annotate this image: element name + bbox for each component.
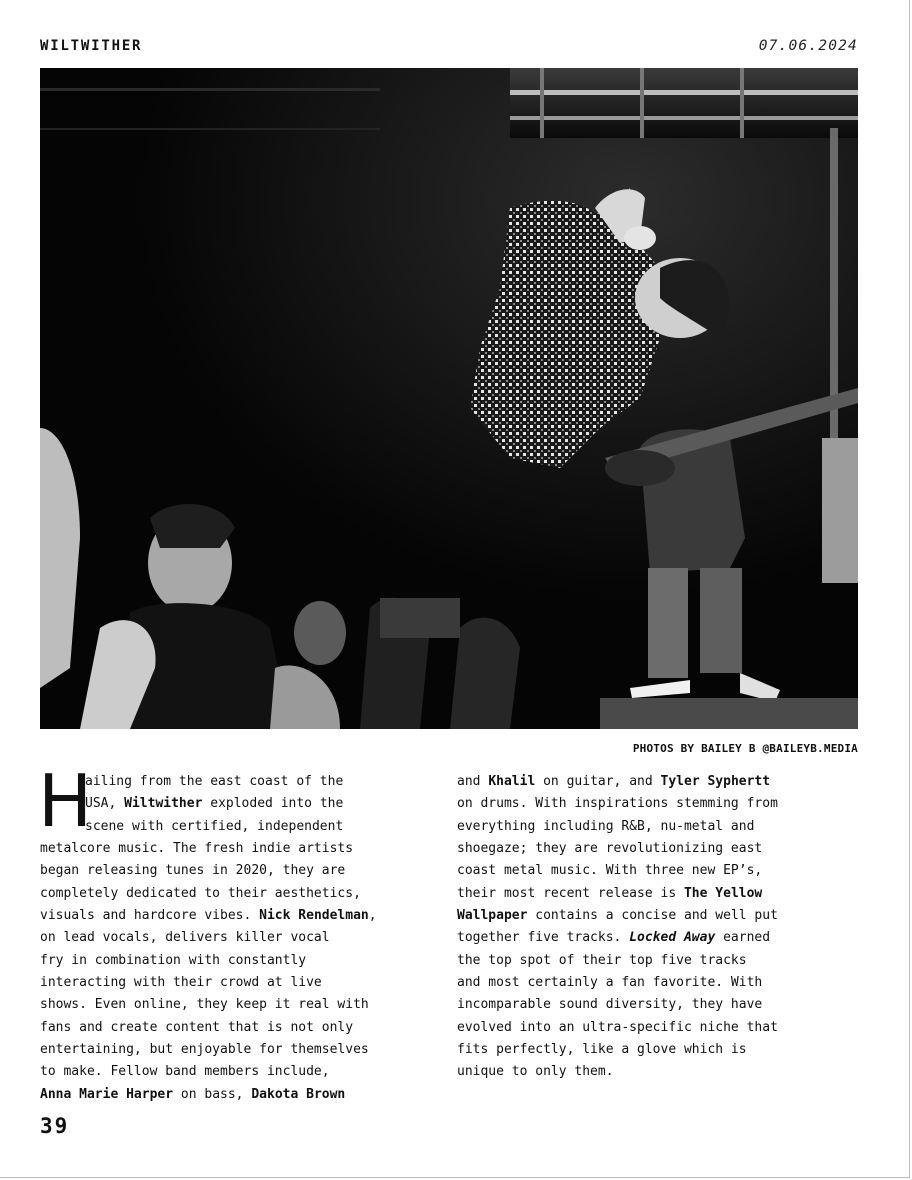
article-text-run: metalcore music. The fresh indie artists: [40, 841, 354, 857]
article-text-run: fans and create content that is not only: [40, 1019, 354, 1035]
article-text-run: the top spot of their top five tracks: [457, 952, 747, 968]
article-line: [40, 771, 440, 793]
article-line: [40, 1061, 440, 1083]
article-text-run: Locked Away: [629, 930, 716, 946]
article-text-run: and: [457, 774, 489, 789]
article-line: [40, 905, 440, 927]
article-text-run: ,: [368, 908, 377, 924]
article-line: [40, 883, 440, 905]
article-line: [40, 950, 440, 972]
article-line: [40, 1017, 440, 1039]
article-line: [40, 793, 440, 815]
article-column-right: [457, 771, 857, 1084]
article-text-run: began releasing tunes in 2020, they are: [40, 863, 346, 879]
article-text-run: contains a concise and well put: [527, 908, 778, 924]
article-line: [40, 1084, 440, 1106]
article-text-run: scene with certified, independent: [85, 818, 344, 834]
article-line: [457, 927, 857, 949]
article-text-run: USA,: [85, 796, 125, 812]
article-text-run: completely dedicated to their aesthetics,: [40, 885, 361, 901]
article-line: [40, 972, 440, 994]
page-number: 39: [40, 1114, 70, 1138]
article-text-run: interacting with their crowd at live: [40, 975, 322, 991]
article-text-run: unique to only them.: [457, 1064, 614, 1080]
article-line: [457, 1061, 857, 1083]
article-line: [457, 1017, 857, 1039]
article-text-run: Nick Rendelman: [259, 908, 369, 924]
article-text-run: visuals and hardcore vibes.: [40, 908, 260, 924]
article-text-run: fry in combination with constantly: [40, 952, 307, 968]
article-text-run: Anna Marie Harper: [40, 1086, 174, 1102]
magazine-masthead: WILTWITHER: [40, 38, 143, 54]
article-text-run: Wallpaper: [457, 908, 528, 924]
article-line: [457, 883, 857, 905]
article-text-run: ailing from the east coast of the: [85, 774, 344, 789]
article-text-run: Khalil: [488, 774, 536, 789]
article-text-run: everything including R&B, nu-metal and: [457, 818, 755, 834]
article-line: [457, 816, 857, 838]
article-text-run: incomparable sound diversity, they have: [457, 997, 763, 1013]
article-text-run: exploded into the: [202, 796, 344, 812]
issue-date: 07.06.2024: [758, 38, 858, 54]
article-column-left: [38, 759, 440, 1106]
article-line: [40, 838, 440, 860]
article-text-run: entertaining, but enjoyable for themselves: [40, 1042, 369, 1058]
article-line: [457, 994, 857, 1016]
article-text-run: Wiltwither: [124, 796, 203, 812]
article-line: [457, 1039, 857, 1061]
concert-photo: [40, 68, 858, 729]
article-line: [457, 950, 857, 972]
article-text-run: coast metal music. With three new EP’s,: [457, 863, 763, 879]
article-text-run: fits perfectly, like a glove which is: [457, 1042, 747, 1058]
article-line: [40, 1039, 440, 1061]
article-line: [40, 927, 440, 949]
article-line: [457, 860, 857, 882]
article-line: [457, 838, 857, 860]
article-text-run: earned: [715, 930, 771, 946]
article-line: [457, 793, 857, 815]
article-text-run: Dakota Brown: [251, 1086, 346, 1102]
article-text-run: The Yellow: [683, 885, 763, 901]
article-line: [40, 860, 440, 882]
article-text-run: shows. Even online, they keep it real with: [40, 997, 369, 1013]
article-text-run: together five tracks.: [457, 930, 630, 946]
article-line: [457, 905, 857, 927]
article-line: [40, 816, 440, 838]
article-text-run: on drums. With inspirations stemming from: [457, 796, 778, 812]
article-text-run: evolved into an ultra-specific niche that: [457, 1019, 778, 1035]
article-text-run: and most certainly a fan favorite. With: [457, 975, 763, 991]
article-line: [457, 972, 857, 994]
photo-credit: PHOTOS BY BAILEY B @BAILEYB.MEDIA: [632, 742, 858, 755]
concert-photo-illustration: [40, 68, 858, 729]
article-text-run: on guitar, and: [535, 774, 661, 789]
article-text-run: on lead vocals, delivers killer vocal: [40, 930, 330, 946]
article-text-run: to make. Fellow band members include,: [40, 1064, 330, 1080]
drop-cap: H: [38, 759, 93, 843]
article-text-run: on bass,: [173, 1086, 252, 1102]
article-line: [457, 771, 857, 793]
article-text-run: shoegaze; they are revolutionizing east: [457, 841, 763, 857]
article-line: [40, 994, 440, 1016]
article-text-run: Tyler Syphertt: [660, 774, 771, 789]
article-text-run: their most recent release is: [457, 885, 684, 901]
